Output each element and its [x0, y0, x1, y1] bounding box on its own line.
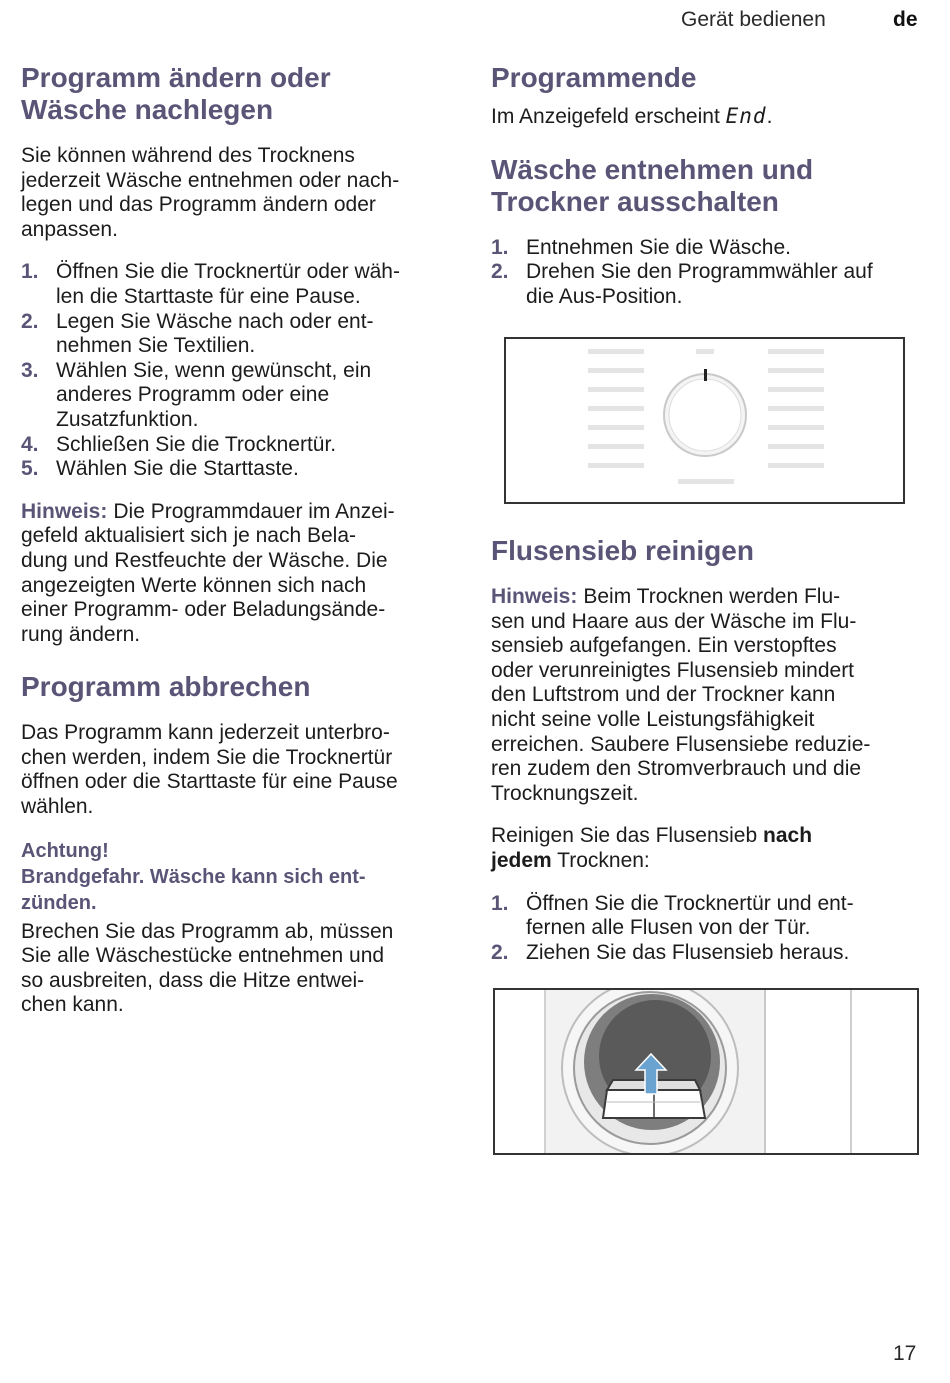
warning-block: Achtung! Brandgefahr. Wäsche kann sich ent- zünden. [21, 838, 453, 916]
clean-instruction: Reinigen Sie das Flusensieb nach jedem Trocknen: [491, 824, 813, 872]
program-end-text: Im Anzeigefeld erscheint End. [491, 104, 773, 128]
heading-change-program: Programm ändern oder Wäsche nachlegen [21, 62, 331, 125]
list-item: 2. Drehen Sie den Programmwähler auf die Aus-Position. [491, 260, 873, 308]
lint-filter-illustration [495, 990, 917, 1153]
note-label: Hinweis: [491, 585, 578, 608]
heading-clean-lint-filter: Flusensieb reinigen [491, 535, 754, 566]
header-section-title: Gerät bedienen [681, 8, 826, 31]
list-item: 4. Schließen Sie die Trocknertür. [21, 432, 337, 456]
change-intro: Sie können während des Trocknens jederzeit Wäsche entnehmen oder nach- legen und das Programm ändern oder anpassen. [21, 144, 400, 241]
display-readout: End [725, 104, 767, 128]
note-label: Hinweis: [21, 499, 108, 523]
change-steps [21, 260, 453, 481]
program-selector-illustration [506, 339, 903, 502]
right-column [491, 62, 923, 309]
program-selector-figure [504, 337, 905, 504]
list-item: 5. Wählen Sie die Starttaste. [21, 457, 299, 481]
left-column [21, 62, 453, 1018]
list-item: 2. Ziehen Sie das Flusensieb heraus. [491, 940, 850, 964]
list-item: 1. Entnehmen Sie die Wäsche. [491, 235, 791, 259]
heading-remove-laundry: Wäsche entnehmen und Trockner ausschalten [491, 153, 814, 217]
page-number: 17 [893, 1342, 917, 1365]
heading-program-end: Programmende [491, 62, 697, 93]
header-language: de [893, 8, 918, 31]
list-item: 3. Wählen Sie, wenn gewünscht, ein anderes Programm oder eine Zusatzfunktion. [21, 358, 372, 431]
remove-steps [491, 236, 923, 310]
list-item: 1. Öffnen Sie die Trocknertür oder wäh- len die Starttaste für eine Pause. [21, 260, 400, 308]
filter-note: Hinweis: Beim Trocknen werden Flu- sen und Haare aus der Wäsche im Flu- sensieb aufgefangen. Ein verstopftes oder verunreinigtes Flusensieb mindert den Luftstrom und der Trockner kann nicht seine volle Leistungsfähigkeit erreichen. Saubere Flusensiebe reduzie- ren zudem den Stromverbrauch und die Trocknungszeit. [491, 585, 871, 805]
list-item: 2. Legen Sie Wäsche nach oder ent- nehmen Sie Textilien. [21, 309, 374, 358]
list-item: 1. Öffnen Sie die Trocknertür und ent- fernen alle Flusen von der Tür. [491, 891, 854, 940]
warning-text: Brechen Sie das Programm ab, müssen Sie alle Wäschestücke entnehmen und so ausbreiten, dass die Hitze entwei- chen kann. [21, 919, 394, 1017]
cancel-text: Das Programm kann jederzeit unterbro- chen werden, indem Sie die Trocknertür öffnen oder die Starttaste für eine Pause wählen. [21, 721, 398, 819]
heading-cancel-program: Programm abbrechen [21, 671, 311, 703]
warning-title: Achtung! [21, 839, 109, 862]
change-note: Hinweis: Die Programmdauer im Anzei- gefeld aktualisiert sich je nach Bela- dung und Restfeuchte der Wäsche. Die angezeigten Werte können sich nach einer Programm- oder Beladungsände- rung ändern. [21, 499, 395, 646]
right-column-lower [491, 535, 923, 965]
filter-steps [491, 892, 923, 966]
lint-filter-figure [493, 988, 919, 1155]
